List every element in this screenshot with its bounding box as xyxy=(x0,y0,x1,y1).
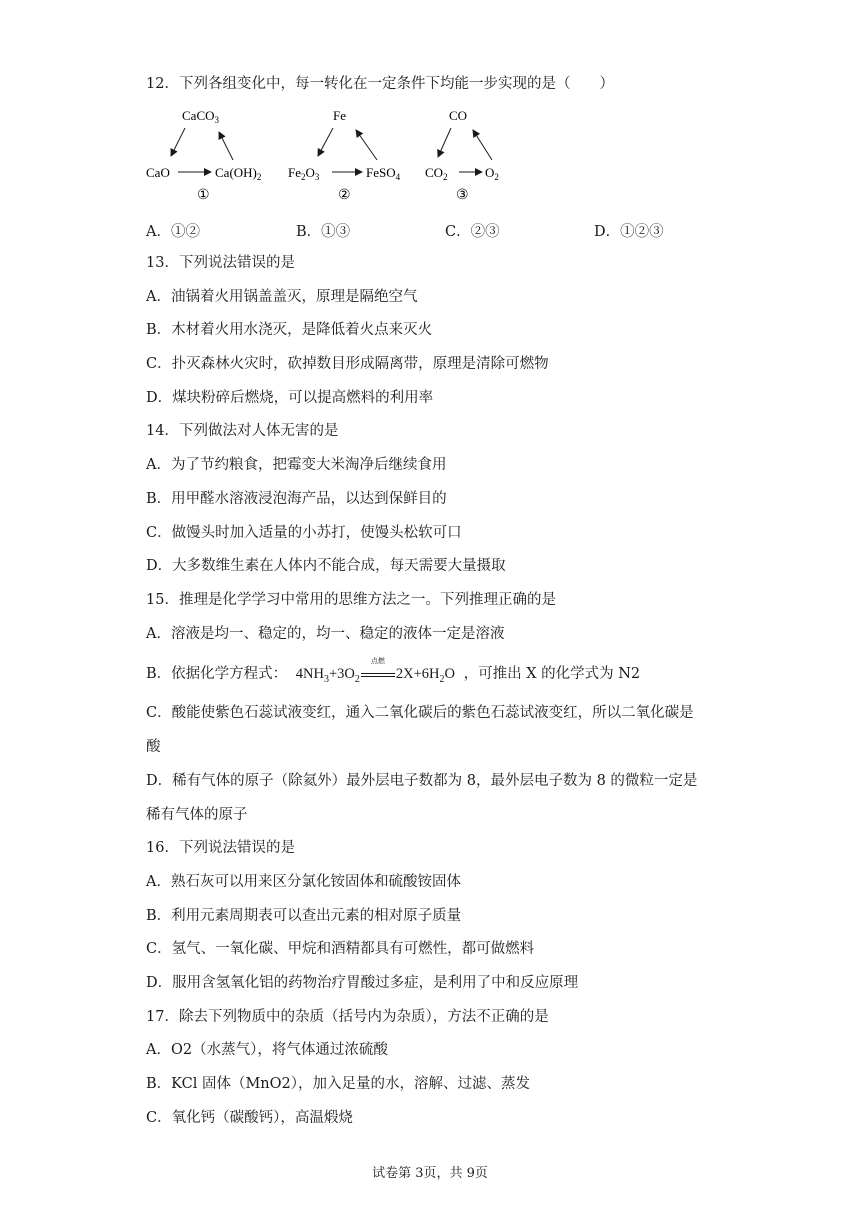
q15-option-d-line2: 稀有气体的原子 xyxy=(146,807,248,823)
d3-right: $O_2$ xyxy=(485,165,499,182)
d3-arrow-top-left xyxy=(438,128,451,157)
q16-stem: 16．下列说法错误的是 xyxy=(146,840,295,856)
d3-left: $CO_2$ xyxy=(425,165,448,182)
page-footer: 试卷第 3页，共 9页 xyxy=(372,1166,488,1181)
d2-top: Fe xyxy=(333,108,346,123)
q12-options xyxy=(146,220,746,240)
q16-option-c: C．氢气、一氧化碳、甲烷和酒精都具有可燃性，都可做燃料 xyxy=(146,941,535,957)
q13-option-c: C．扑灭森林火灾时，砍掉数目形成隔离带，原理是清除可燃物 xyxy=(146,356,549,372)
q12-stem: 12．下列各组变化中，每一转化在一定条件下均能一步实现的是（ ） xyxy=(146,76,614,92)
q15-option-d-line1: D．稀有气体的原子（除氦外）最外层电子数都为 8，最外层电子数为 8 的微粒一定是 xyxy=(146,773,698,789)
d1-top: CaCO$_3$ xyxy=(182,108,219,125)
q13-stem: 13．下列说法错误的是 xyxy=(146,255,295,271)
diagram-1 xyxy=(146,108,261,202)
d1-arrow-top-left xyxy=(171,128,185,156)
q15-option-c-line2: 酸 xyxy=(146,739,161,755)
q13-option-d: D．煤块粉碎后燃烧，可以提高燃料的利用率 xyxy=(146,390,434,406)
reaction-condition: 点燃 xyxy=(361,668,395,682)
d1-left: CaO xyxy=(146,165,170,180)
d3-arrow-right-top xyxy=(473,130,492,160)
q14-option-d: D．大多数维生素在人体内不能合成，每天需要大量摄取 xyxy=(146,558,506,574)
q15-option-b xyxy=(146,656,641,690)
q15-option-a: A．溶液是均一、稳定的，均一、稳定的液体一定是溶液 xyxy=(146,626,505,642)
d2-arrow-right-top xyxy=(356,130,377,160)
q17-option-c: C．氧化钙（碳酸钙），高温煅烧 xyxy=(146,1110,353,1126)
q16-option-d: D．服用含氢氧化铝的药物治疗胃酸过多症，是利用了中和反应原理 xyxy=(146,975,579,991)
diagram-3 xyxy=(425,108,499,202)
q14-option-b: B．用甲醛水溶液浸泡海产品，以达到保鲜目的 xyxy=(146,491,447,507)
d2-left: $Fe_2O_3$ xyxy=(288,165,320,182)
q16-option-b: B．利用元素周期表可以查出元素的相对原子质量 xyxy=(146,908,462,924)
q15-option-b-suffix: ，可推出 X 的化学式为 N2 xyxy=(463,666,641,682)
d1-number: ① xyxy=(197,188,210,202)
q13-option-b: B．木材着火用水浇灭，是降低着火点来灭火 xyxy=(146,322,433,338)
q17-option-b: B．KCl 固体（MnO2），加入足量的水，溶解、过滤、蒸发 xyxy=(146,1076,530,1092)
d2-right: FeSO$_4$ xyxy=(366,165,401,182)
q12-option-c: C．②③ xyxy=(445,224,500,240)
q15-stem: 15．推理是化学学习中常用的思维方法之一。下列推理正确的是 xyxy=(146,592,556,608)
d2-arrow-top-left xyxy=(318,128,333,156)
d3-number: ③ xyxy=(456,188,469,202)
q12-option-b: B．①③ xyxy=(296,224,351,240)
d1-arrow-right-top xyxy=(219,132,233,160)
q14-option-c: C．做馒头时加入适量的小苏打，使馒头松软可口 xyxy=(146,525,462,541)
q17-stem: 17．除去下列物质中的杂质（括号内为杂质），方法不正确的是 xyxy=(146,1009,549,1025)
q14-stem: 14．下列做法对人体无害的是 xyxy=(146,423,339,439)
q12-diagrams xyxy=(140,102,520,202)
chemical-equation: $4NH_3+3O_2$ 点燃 $2X+6H_2O$ xyxy=(295,656,455,685)
q16-option-a: A．熟石灰可以用来区分氯化铵固体和硫酸铵固体 xyxy=(146,874,461,890)
d1-right: $Ca(OH)_2$ xyxy=(215,165,262,182)
q12-option-d: D．①②③ xyxy=(594,224,664,240)
q15-option-b-prefix: B．依据化学方程式： xyxy=(146,666,288,682)
q17-option-a: A．O2（水蒸气），将气体通过浓硫酸 xyxy=(146,1042,388,1058)
d2-number: ② xyxy=(338,188,351,202)
diagram-2 xyxy=(288,108,401,202)
d3-top: CO xyxy=(449,108,468,123)
q13-option-a: A．油锅着火用锅盖盖灭，原理是隔绝空气 xyxy=(146,289,418,305)
q15-option-c-line1: C．酸能使紫色石蕊试液变红，通入二氧化碳后的紫色石蕊试液变红，所以二氧化碳是 xyxy=(146,705,694,721)
q14-option-a: A．为了节约粮食，把霉变大米淘净后继续食用 xyxy=(146,457,447,473)
q12-option-a: A．①② xyxy=(146,224,200,240)
